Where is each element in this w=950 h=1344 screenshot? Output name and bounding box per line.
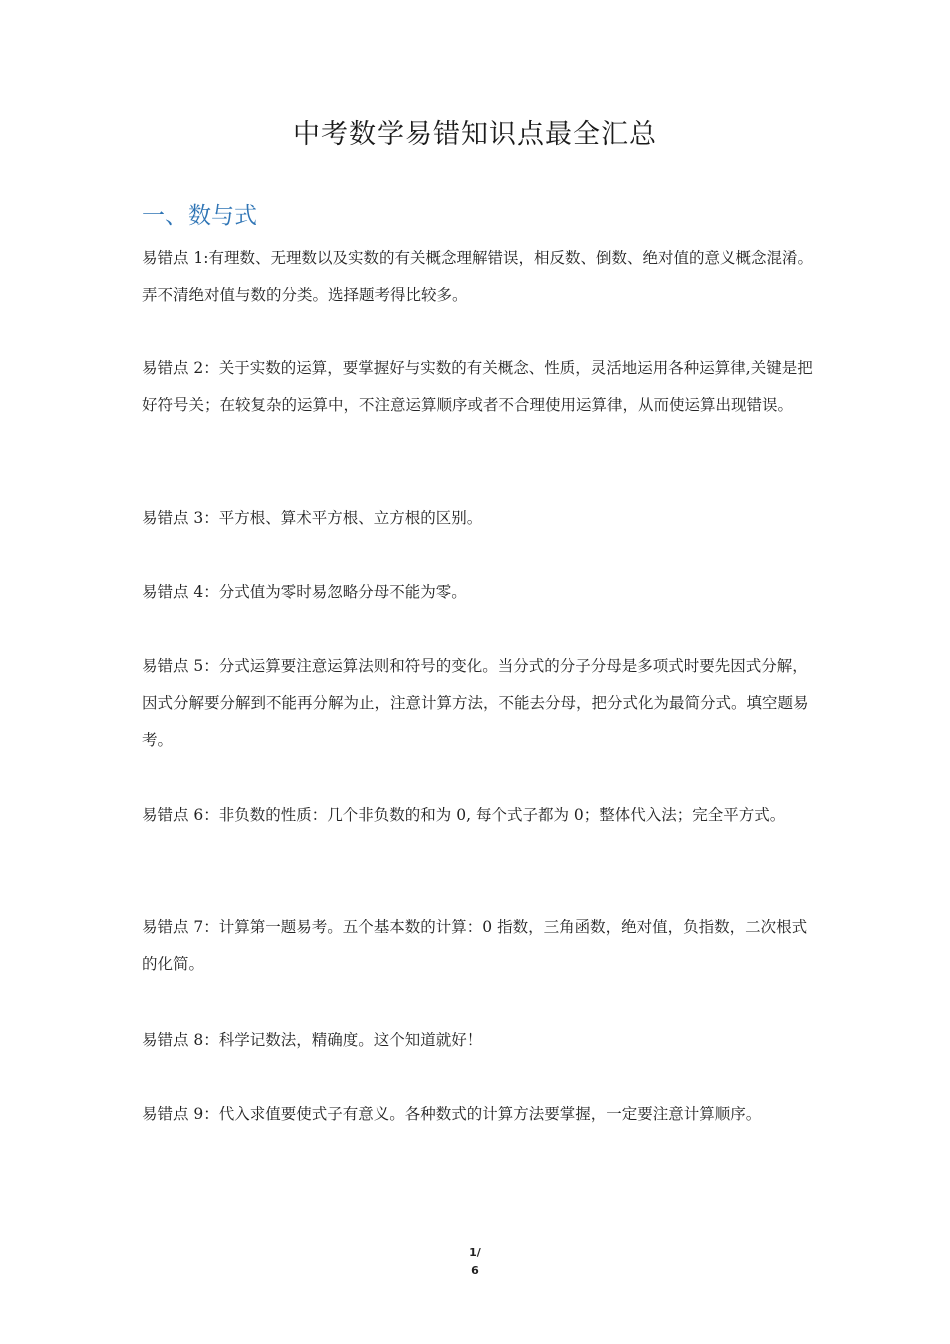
error-point-7 (142, 909, 814, 983)
error-point-label: 易错点 6 (142, 806, 204, 824)
error-point-label: 易错点 4 (142, 583, 204, 601)
error-point-label: 易错点 5 (142, 657, 204, 675)
error-point-text: ：非负数的性质：几个非负数的和为 0, 每个式子都为 0；整体代入法；完全平方式。 (203, 806, 786, 824)
page-number-current: 1/ (469, 1246, 481, 1259)
error-point-text: ：分式值为零时易忽略分母不能为零。 (203, 583, 467, 601)
error-point-8 (142, 1022, 814, 1059)
error-point-text: ：代入求值要使式子有意义。各种数式的计算方法要掌握，一定要注意计算顺序。 (203, 1105, 762, 1123)
error-point-1 (142, 240, 814, 314)
error-point-label: 易错点 2 (142, 359, 204, 377)
error-point-3 (142, 500, 814, 537)
error-point-text: ：平方根、算术平方根、立方根的区别。 (203, 509, 483, 527)
error-point-label: 易错点 8 (142, 1031, 204, 1049)
section-heading: 一、数与式 (142, 203, 257, 229)
page-number (0, 1244, 950, 1280)
error-point-text: ：关于实数的运算，要掌握好与实数的有关概念、性质，灵活地运用各种运算律,关键是把好符号关；在较复杂的运算中，不注意运算顺序或者不合理使用运算律，从而使运算出现错误。 (142, 359, 813, 414)
error-point-5 (142, 648, 814, 759)
error-point-9 (142, 1096, 822, 1133)
error-point-4 (142, 574, 814, 611)
error-point-text: ：分式运算要注意运算法则和符号的变化。当分式的分子分母是多项式时要先因式分解，因式分解要分解到不能再分解为止，注意计算方法，不能去分母，把分式化为最简分式。填空题易考。 (142, 657, 809, 749)
error-point-label: 易错点 7 (142, 918, 204, 936)
error-point-text: ：科学记数法，精确度。这个知道就好！ (203, 1031, 483, 1049)
error-point-label: 易错点 3 (142, 509, 204, 527)
error-point-label: 易错点 1 (142, 249, 204, 267)
error-point-text: :有理数、无理数以及实数的有关概念理解错误，相反数、倒数、绝对值的意义概念混淆。弄不清绝对值与数的分类。选择题考得比较多。 (142, 249, 814, 304)
page-number-total: 6 (471, 1264, 479, 1277)
error-point-6 (142, 797, 814, 834)
error-point-text: ：计算第一题易考。五个基本数的计算：0 指数，三角函数，绝对值，负指数，二次根式的化简。 (142, 918, 808, 973)
document-title: 中考数学易错知识点最全汇总 (293, 119, 657, 150)
error-point-2 (142, 350, 814, 424)
error-point-label: 易错点 9 (142, 1105, 204, 1123)
